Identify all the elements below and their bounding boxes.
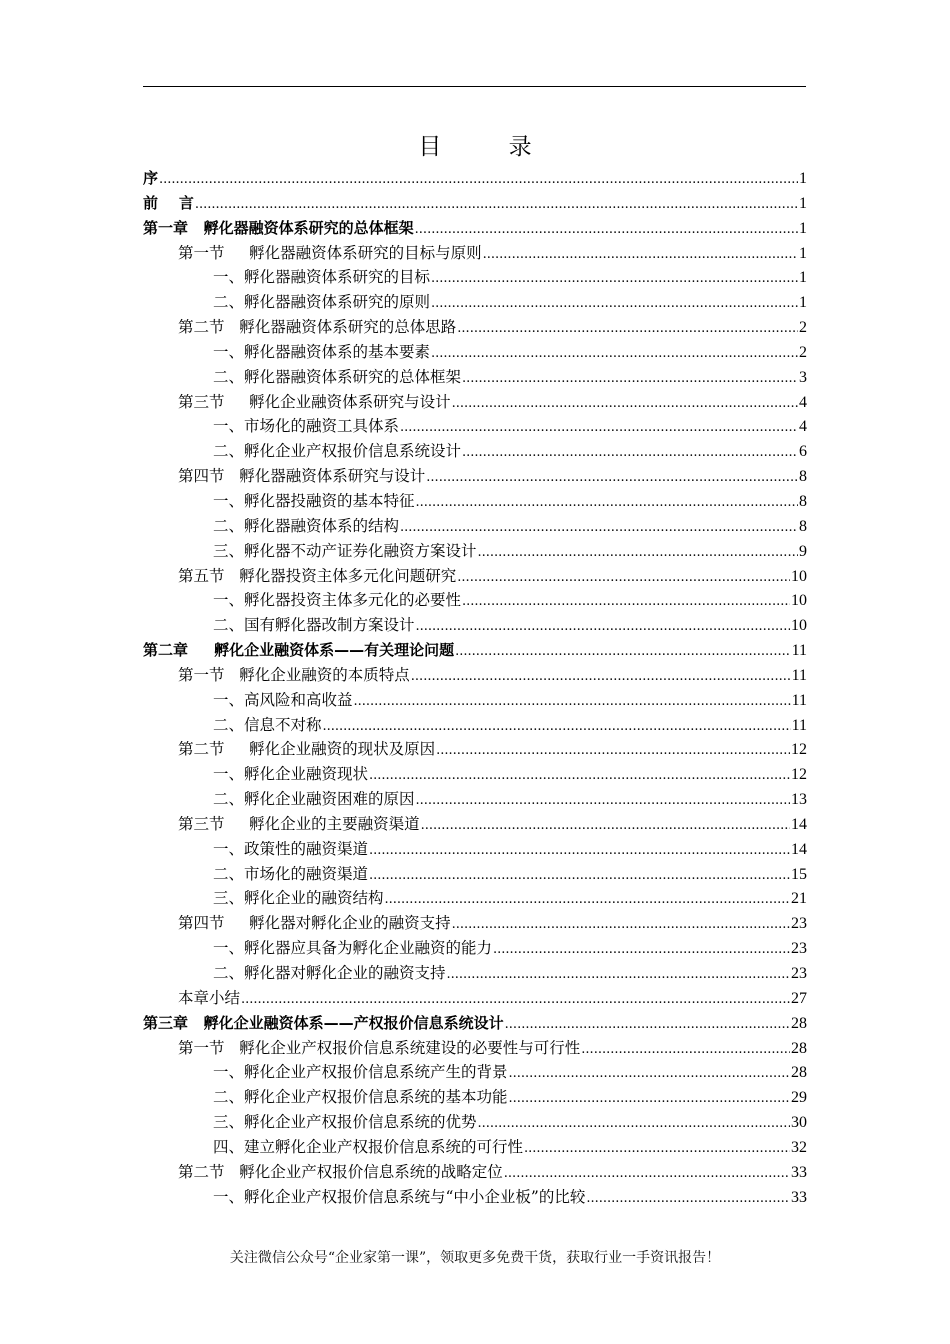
toc-entry-page: 28 [791, 1039, 807, 1057]
toc-entry-label: 序 [143, 169, 159, 187]
toc-entry[interactable] [143, 812, 807, 837]
toc-entry-page: 1 [799, 294, 807, 312]
toc-list [143, 166, 807, 1209]
toc-entry[interactable] [143, 414, 807, 439]
toc-entry[interactable] [143, 886, 807, 911]
toc-entry[interactable] [143, 1135, 807, 1160]
toc-leader-dots [586, 1185, 790, 1212]
toc-entry[interactable] [143, 1160, 807, 1185]
toc-entry-label: 一、孵化器融资体系的基本要素 [213, 342, 431, 361]
toc-entry[interactable] [143, 1060, 807, 1085]
toc-leader-dots [426, 464, 798, 491]
toc-leader-dots [411, 663, 791, 690]
toc-leader-dots [436, 737, 790, 764]
toc-entry[interactable] [143, 837, 807, 862]
toc-entry-page: 28 [791, 1064, 807, 1082]
toc-entry[interactable] [143, 638, 807, 663]
toc-entry-label: 一、政策性的融资渠道 [213, 839, 369, 858]
toc-entry[interactable] [143, 241, 807, 266]
toc-entry[interactable] [143, 564, 807, 589]
toc-entry-label: 一、高风险和高收益 [213, 690, 353, 709]
toc-entry-label: 第一节 孵化器融资体系研究的目标与原则 [178, 243, 482, 262]
toc-entry-page: 23 [791, 940, 807, 958]
toc-entry-label: 第一节 孵化企业产权报价信息系统建设的必要性与可行性 [178, 1038, 581, 1057]
toc-entry-page: 10 [791, 617, 807, 635]
toc-entry-label: 第三节 孵化企业的主要融资渠道 [178, 814, 420, 833]
toc-entry[interactable] [143, 787, 807, 812]
toc-entry-label: 三、孵化企业的融资结构 [213, 889, 384, 908]
toc-entry-page: 11 [791, 716, 807, 734]
toc-entry-label: 一、孵化器投资主体多元化的必要性 [213, 591, 462, 610]
toc-entry-page: 1 [799, 219, 807, 237]
toc-entry[interactable] [143, 911, 807, 936]
toc-entry-page: 13 [791, 791, 807, 809]
toc-entry-page: 6 [799, 443, 807, 461]
toc-entry-page: 8 [799, 468, 807, 486]
toc-leader-dots [431, 340, 798, 367]
toc-leader-dots [369, 837, 790, 864]
toc-entry-label: 第三节 孵化企业融资体系研究与设计 [178, 392, 451, 411]
toc-entry-page: 12 [791, 741, 807, 759]
toc-entry-page: 1 [799, 244, 807, 262]
toc-entry-label: 三、孵化器不动产证券化融资方案设计 [213, 541, 477, 560]
toc-leader-dots [400, 514, 798, 541]
toc-entry-label: 三、孵化企业产权报价信息系统的优势 [213, 1113, 477, 1132]
toc-entry[interactable] [143, 588, 807, 613]
toc-entry-label: 一、孵化企业产权报价信息系统与“中小企业板”的比较 [213, 1187, 586, 1206]
toc-leader-dots [400, 414, 798, 441]
toc-entry[interactable] [143, 961, 807, 986]
toc-leader-dots [369, 862, 790, 889]
toc-entry[interactable] [143, 986, 807, 1011]
toc-leader-dots [509, 1060, 790, 1087]
toc-entry-page: 14 [791, 840, 807, 858]
toc-entry-page: 4 [799, 418, 807, 436]
toc-entry-label: 前 言 [143, 193, 194, 212]
toc-leader-dots [455, 638, 790, 665]
toc-entry-label: 第一章 孵化器融资体系研究的总体框架 [143, 218, 414, 237]
header-rule [143, 86, 806, 87]
toc-entry-page: 2 [799, 319, 807, 337]
toc-entry[interactable] [143, 340, 807, 365]
toc-entry-page: 4 [799, 393, 807, 411]
toc-entry-page: 10 [791, 567, 807, 585]
toc-leader-dots [431, 265, 798, 292]
toc-entry-page: 28 [791, 1014, 807, 1032]
toc-entry[interactable] [143, 439, 807, 464]
toc-entry-page: 11 [791, 642, 807, 660]
toc-entry-label: 第四节 孵化器融资体系研究与设计 [178, 467, 426, 486]
toc-entry-page: 32 [791, 1138, 807, 1156]
toc-entry-page: 21 [791, 890, 807, 908]
toc-entry-label: 二、孵化企业产权报价信息系统设计 [213, 442, 462, 461]
toc-entry-label: 第五节 孵化器投资主体多元化问题研究 [178, 566, 457, 585]
toc-entry-label: 一、孵化企业融资现状 [213, 765, 369, 784]
toc-entry-label: 二、孵化企业融资困难的原因 [213, 790, 415, 809]
toc-entry[interactable] [143, 862, 807, 887]
toc-entry-page: 8 [799, 517, 807, 535]
toc-leader-dots [493, 936, 790, 963]
toc-entry[interactable] [143, 688, 807, 713]
toc-entry-page: 14 [791, 815, 807, 833]
toc-entry-label: 第二节 孵化企业产权报价信息系统的战略定位 [178, 1162, 503, 1181]
toc-entry-page: 33 [791, 1188, 807, 1206]
toc-entry-label: 一、孵化器投融资的基本特征 [213, 491, 415, 510]
toc-entry-page: 27 [791, 989, 807, 1007]
toc-entry[interactable] [143, 315, 807, 340]
toc-entry-label: 本章小结 [178, 988, 241, 1007]
toc-entry-page: 30 [791, 1114, 807, 1132]
toc-entry-label: 二、孵化企业产权报价信息系统的基本功能 [213, 1088, 508, 1107]
toc-leader-dots [524, 1135, 790, 1162]
toc-entry-page: 1 [799, 269, 807, 287]
toc-leader-dots [509, 1085, 790, 1112]
toc-entry-label: 二、国有孵化器改制方案设计 [213, 616, 415, 635]
toc-leader-dots [421, 812, 790, 839]
toc-leader-dots [431, 290, 798, 317]
toc-leader-dots [385, 886, 790, 913]
toc-entry[interactable] [143, 464, 807, 489]
toc-entry[interactable] [143, 290, 807, 315]
toc-entry-page: 11 [791, 666, 807, 684]
toc-leader-dots [241, 986, 790, 1013]
toc-leader-dots [504, 1160, 790, 1187]
toc-entry[interactable] [143, 216, 807, 241]
toc-entry-page: 23 [791, 965, 807, 982]
toc-entry-label: 一、孵化器应具备为孵化企业融资的能力 [213, 939, 493, 958]
toc-entry-label: 一、孵化企业产权报价信息系统产生的背景 [213, 1063, 508, 1082]
toc-entry-page: 23 [791, 915, 807, 933]
toc-leader-dots [462, 439, 798, 466]
toc-entry-label: 第二节 孵化企业融资的现状及原因 [178, 740, 436, 759]
toc-entry-label: 四、建立孵化企业产权报价信息系统的可行性 [213, 1137, 524, 1156]
toc-leader-dots [195, 191, 798, 218]
toc-entry-page: 10 [791, 592, 807, 610]
toc-entry-page: 33 [791, 1163, 807, 1181]
toc-entry-page: 12 [791, 766, 807, 784]
toc-entry[interactable] [143, 936, 807, 961]
toc-title: 目 录 [418, 134, 562, 160]
toc-entry-label: 第二章 孵化企业融资体系——有关理论问题 [143, 641, 455, 660]
toc-leader-dots [457, 564, 790, 591]
toc-leader-dots [416, 613, 790, 640]
toc-entry-label: 二、孵化器融资体系的结构 [213, 516, 400, 535]
toc-leader-dots [416, 489, 798, 516]
toc-entry-label: 第三章 孵化企业融资体系——产权报价信息系统设计 [143, 1013, 504, 1032]
toc-entry-page: 9 [799, 542, 807, 560]
toc-entry[interactable] [143, 613, 807, 638]
toc-entry[interactable] [143, 365, 807, 390]
toc-entry-page: 1 [799, 194, 807, 212]
toc-entry-page: 15 [791, 865, 807, 883]
toc-leader-dots [323, 713, 791, 740]
toc-entry[interactable] [143, 265, 807, 290]
toc-entry[interactable] [143, 514, 807, 539]
toc-entry[interactable] [143, 1011, 807, 1036]
toc-leader-dots [447, 961, 790, 988]
toc-entry-label: 一、市场化的融资工具体系 [213, 417, 400, 436]
toc-entry[interactable] [143, 539, 807, 564]
toc-entry[interactable] [143, 663, 807, 688]
toc-leader-dots [478, 539, 798, 566]
toc-entry-label: 第四节 孵化器对孵化企业的融资支持 [178, 914, 451, 933]
toc-leader-dots [462, 588, 790, 615]
toc-leader-dots [369, 762, 790, 789]
footer-note: 关注微信公众号“企业家第一课”，领取更多免费干货，获取行业一手资讯报告！ [229, 1250, 721, 1266]
toc-leader-dots [478, 1110, 790, 1137]
toc-entry[interactable] [143, 713, 807, 738]
toc-leader-dots [457, 315, 798, 342]
toc-entry-label: 二、孵化器对孵化企业的融资支持 [213, 964, 446, 982]
toc-leader-dots [462, 365, 798, 392]
toc-entry[interactable] [143, 762, 807, 787]
toc-entry-label: 二、信息不对称 [213, 715, 322, 734]
toc-entry-label: 第一节 孵化企业融资的本质特点 [178, 665, 410, 684]
toc-entry-label: 二、孵化器融资体系研究的总体框架 [213, 367, 462, 386]
toc-entry[interactable] [143, 489, 807, 514]
toc-entry[interactable] [143, 1185, 807, 1210]
toc-entry-label: 一、孵化器融资体系研究的目标 [213, 268, 431, 287]
toc-entry-page: 1 [799, 170, 807, 187]
toc-entry[interactable] [143, 737, 807, 762]
toc-entry[interactable] [143, 390, 807, 415]
toc-leader-dots [505, 1011, 790, 1038]
toc-entry-page: 3 [799, 368, 807, 386]
toc-entry[interactable] [143, 191, 807, 216]
toc-entry-page: 2 [799, 343, 807, 361]
toc-entry[interactable] [143, 1036, 807, 1061]
toc-entry-page: 8 [799, 492, 807, 510]
toc-leader-dots [159, 166, 798, 193]
toc-leader-dots [581, 1036, 790, 1063]
toc-entry-label: 二、市场化的融资渠道 [213, 864, 369, 883]
toc-entry-label: 第二节 孵化器融资体系研究的总体思路 [178, 318, 457, 337]
toc-entry-page: 29 [791, 1089, 807, 1107]
toc-entry[interactable] [143, 1085, 807, 1110]
toc-entry-label: 二、孵化器融资体系研究的原则 [213, 293, 431, 312]
toc-leader-dots [483, 241, 798, 268]
toc-leader-dots [452, 390, 798, 417]
toc-leader-dots [415, 216, 798, 243]
toc-leader-dots [416, 787, 790, 814]
toc-leader-dots [354, 688, 791, 715]
toc-leader-dots [452, 911, 790, 938]
toc-entry-page: 11 [791, 691, 807, 709]
toc-entry[interactable] [143, 1110, 807, 1135]
toc-entry[interactable] [143, 166, 807, 191]
